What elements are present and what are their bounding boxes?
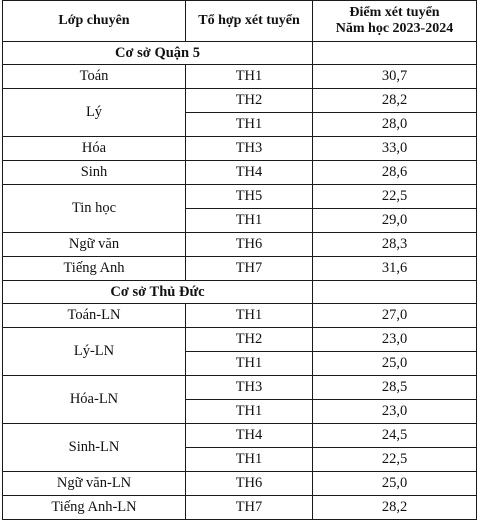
subject-cell: Sinh (3, 161, 186, 185)
section-header-row (3, 42, 477, 65)
subject-cell: Sinh-LN (3, 424, 186, 472)
combination-cell: TH2 (186, 328, 313, 352)
table-row (3, 304, 477, 328)
score-cell: 22,5 (313, 448, 477, 472)
section-empty-cell (313, 42, 477, 65)
score-cell: 25,0 (313, 472, 477, 496)
combination-cell: TH1 (186, 400, 313, 424)
section-title: Cơ sở Thủ Đức (3, 281, 313, 304)
combination-cell: TH3 (186, 137, 313, 161)
admission-score-table (2, 0, 477, 520)
table-row (3, 65, 477, 89)
subject-cell: Hóa (3, 137, 186, 161)
table-row (3, 161, 477, 185)
table-row (3, 472, 477, 496)
header-score-line1: Điểm xét tuyển (349, 5, 440, 20)
header-combination: Tổ hợp xét tuyển (186, 1, 313, 42)
combination-cell: TH4 (186, 424, 313, 448)
header-score-line2: Năm học 2023-2024 (335, 21, 454, 36)
combination-cell: TH7 (186, 496, 313, 520)
score-cell: 28,2 (313, 496, 477, 520)
table-row (3, 185, 477, 209)
score-cell: 30,7 (313, 65, 477, 89)
table-row (3, 233, 477, 257)
subject-cell: Tin học (3, 185, 186, 233)
score-cell: 24,5 (313, 424, 477, 448)
header-specialized-class: Lớp chuyên (3, 1, 186, 42)
combination-cell: TH3 (186, 376, 313, 400)
score-cell: 27,0 (313, 304, 477, 328)
combination-cell: TH4 (186, 161, 313, 185)
combination-cell: TH1 (186, 352, 313, 376)
subject-cell: Toán-LN (3, 304, 186, 328)
score-cell: 28,2 (313, 89, 477, 113)
header-score (313, 1, 477, 42)
subject-cell: Lý (3, 89, 186, 137)
combination-cell: TH1 (186, 65, 313, 89)
combination-cell: TH1 (186, 113, 313, 137)
score-cell: 28,5 (313, 376, 477, 400)
subject-cell: Toán (3, 65, 186, 89)
table-row (3, 424, 477, 448)
score-cell: 22,5 (313, 185, 477, 209)
subject-cell: Hóa-LN (3, 376, 186, 424)
combination-cell: TH2 (186, 89, 313, 113)
section-header-row (3, 281, 477, 304)
score-cell: 29,0 (313, 209, 477, 233)
section-empty-cell (313, 281, 477, 304)
subject-cell: Ngữ văn (3, 233, 186, 257)
section-title: Cơ sở Quận 5 (3, 42, 313, 65)
score-cell: 28,6 (313, 161, 477, 185)
table-body (3, 42, 477, 520)
score-cell: 28,3 (313, 233, 477, 257)
combination-cell: TH1 (186, 304, 313, 328)
score-cell: 23,0 (313, 400, 477, 424)
combination-cell: TH6 (186, 472, 313, 496)
table-header-row (3, 1, 477, 42)
table-row (3, 376, 477, 400)
table-row (3, 89, 477, 113)
subject-cell: Tiếng Anh (3, 257, 186, 281)
score-cell: 31,6 (313, 257, 477, 281)
combination-cell: TH1 (186, 448, 313, 472)
subject-cell: Lý-LN (3, 328, 186, 376)
table-row (3, 328, 477, 352)
subject-cell: Ngữ văn-LN (3, 472, 186, 496)
combination-cell: TH1 (186, 209, 313, 233)
combination-cell: TH7 (186, 257, 313, 281)
score-cell: 25,0 (313, 352, 477, 376)
table-row (3, 257, 477, 281)
score-cell: 28,0 (313, 113, 477, 137)
combination-cell: TH5 (186, 185, 313, 209)
score-cell: 33,0 (313, 137, 477, 161)
combination-cell: TH6 (186, 233, 313, 257)
table-row (3, 137, 477, 161)
subject-cell: Tiếng Anh-LN (3, 496, 186, 520)
table-row (3, 496, 477, 520)
score-cell: 23,0 (313, 328, 477, 352)
